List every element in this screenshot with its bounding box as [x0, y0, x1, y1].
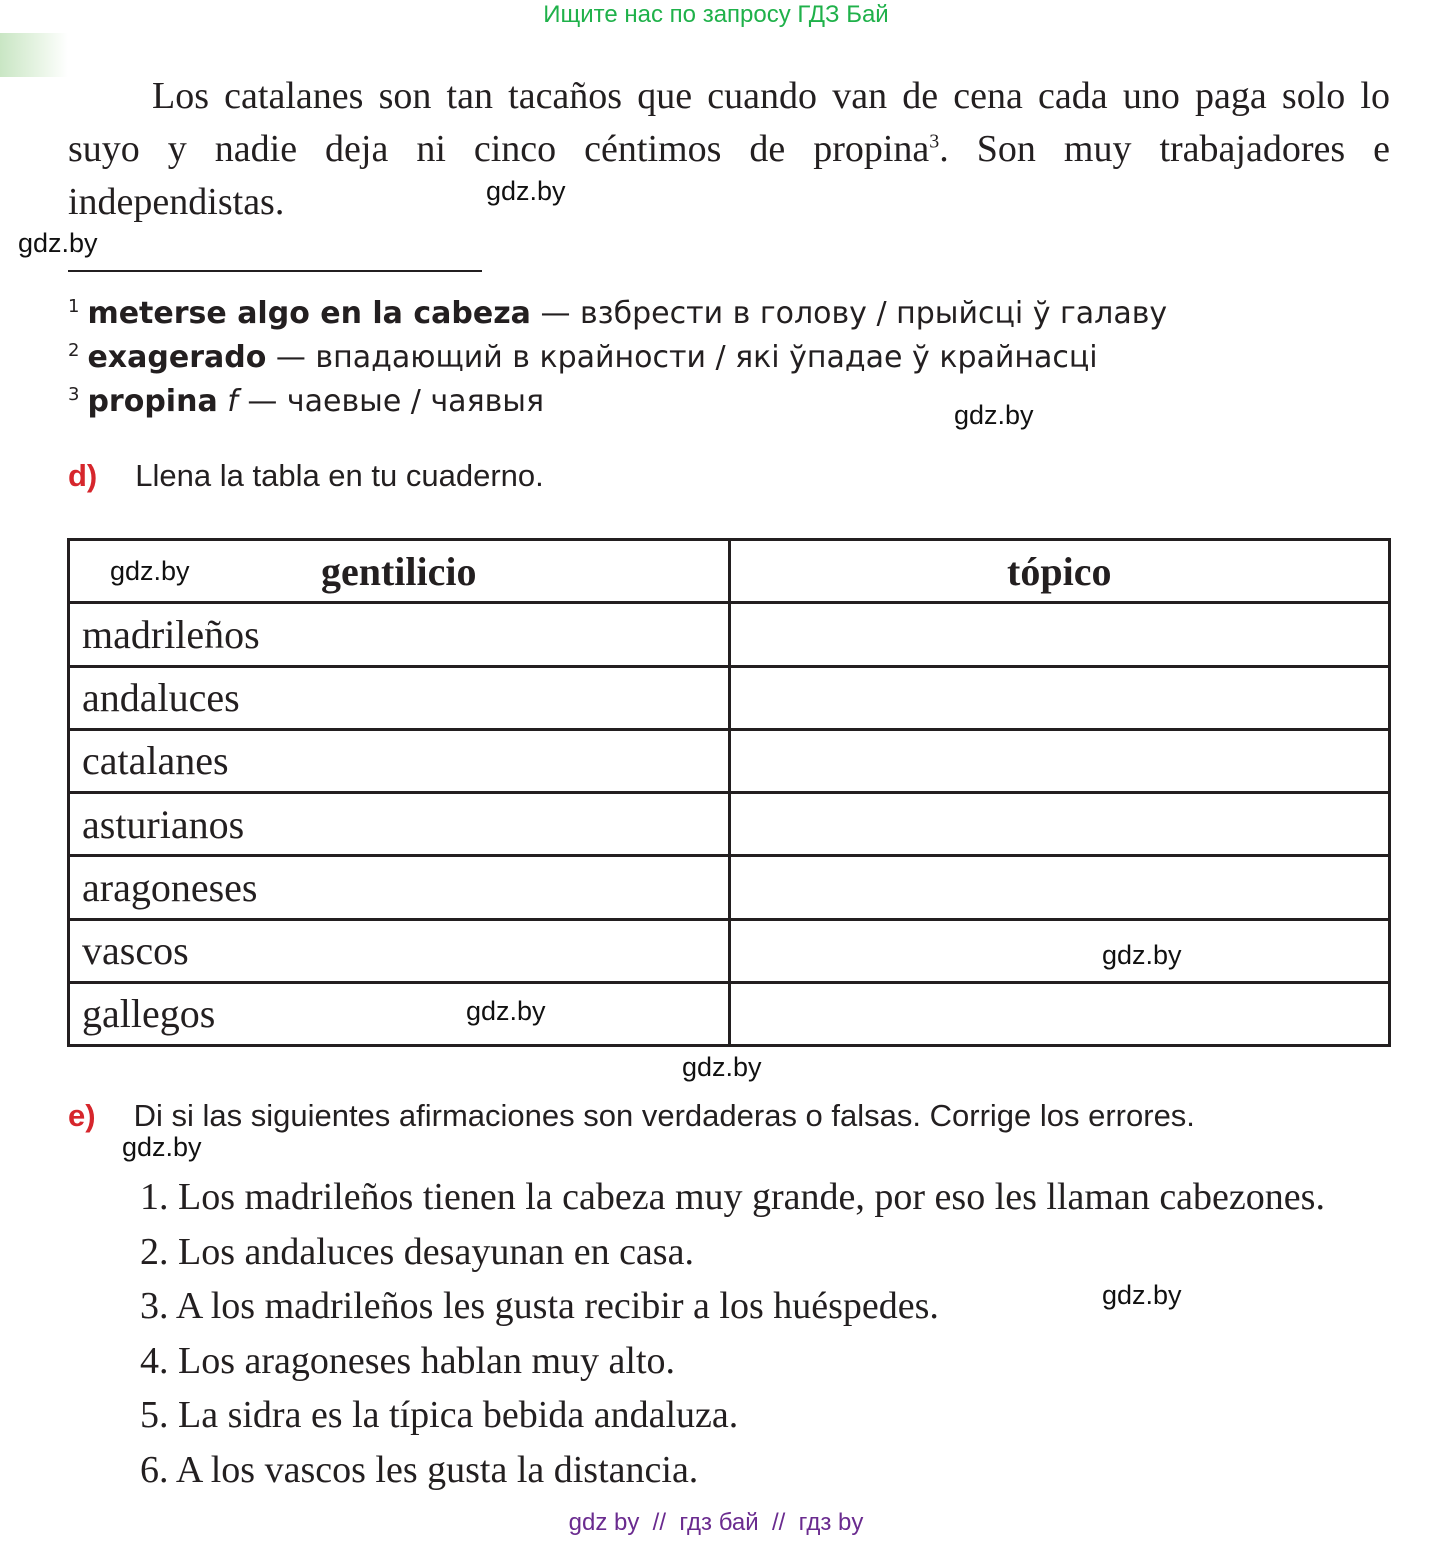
gentilicio-cell: aragoneses: [69, 856, 730, 919]
list-item: 4. Los aragoneses hablan muy alto.: [140, 1339, 676, 1382]
watermark: gdz.by: [682, 1052, 762, 1082]
topico-cell: [729, 793, 1390, 856]
watermark: gdz.by: [110, 556, 190, 586]
gentilicio-cell: andaluces: [69, 666, 730, 729]
gentilicio-cell: catalanes: [69, 729, 730, 792]
watermark: gdz.by: [466, 996, 546, 1026]
watermark: gdz.by: [122, 1132, 202, 1162]
watermark: gdz.by: [18, 228, 98, 258]
paragraph-text-2: . Son muy trabajadores e independistas.: [68, 128, 1390, 223]
table-row: [69, 793, 1390, 856]
top-banner[interactable]: Ищите нас по запросу ГДЗ Бай: [543, 1, 889, 28]
table-header-row: [69, 540, 1390, 603]
table-row: [69, 666, 1390, 729]
footnote-1: $^1$ meterse algo en la cabeza — взбрести в голову / прыйсці ў галаву: [68, 296, 1168, 331]
topico-cell: [729, 729, 1390, 792]
topico-cell: [729, 919, 1390, 982]
task-e: [68, 1096, 1195, 1136]
task-d: [68, 456, 544, 496]
footer-links[interactable]: gdz by // гдз бай // гдз by: [568, 1509, 864, 1536]
paragraph-text-1: Los catalanes son tan tacaños que cuando van de cena cada uno paga solo lo suyo y nadie deja ni cinco céntimos de propina: [68, 75, 1390, 170]
watermark: gdz.by: [486, 176, 566, 206]
task-e-text: Di si las siguientes afirmaciones son verdaderas o falsas. Corrige los errores.: [133, 1098, 1195, 1133]
table-row: [69, 856, 1390, 919]
table-row: [69, 982, 1390, 1045]
topico-cell: [729, 982, 1390, 1045]
task-d-text: Llena la tabla en tu cuaderno.: [135, 458, 544, 493]
topico-cell: [729, 856, 1390, 919]
topico-cell: [729, 666, 1390, 729]
topico-cell: [729, 603, 1390, 666]
task-e-letter: e): [68, 1098, 96, 1133]
list-item: 5. La sidra es la típica bebida andaluza.: [140, 1394, 739, 1436]
header-gentilicio: gentilicio: [69, 540, 730, 603]
list-item: 2. Los andaluces desayunan en casa.: [140, 1230, 694, 1273]
list-item: 1. Los madrileños tienen la cabeza muy grande, por eso les llaman cabezones.: [140, 1176, 1325, 1218]
table-row: [69, 603, 1390, 666]
watermark: gdz.by: [1102, 1280, 1182, 1310]
gentilicio-cell: asturianos: [69, 793, 730, 856]
statement-list: [140, 1170, 1410, 1497]
task-d-letter: d): [68, 458, 98, 493]
gentilicio-table: [67, 538, 1391, 1047]
header-topico: tópico: [729, 540, 1390, 603]
page-edge-tab: [0, 33, 68, 77]
watermark: gdz.by: [954, 400, 1034, 430]
footnote-divider: [68, 270, 482, 272]
table-row: [69, 729, 1390, 792]
gentilicio-cell: gallegos: [69, 982, 730, 1045]
list-item: 3. A los madrileños les gusta recibir a los huéspedes.: [140, 1285, 939, 1327]
list-item: 6. A los vascos les gusta la distancia.: [140, 1448, 699, 1491]
footnote-2: $^2$ exagerado — впадающий в крайности / які ўпадае ў крайнасці: [68, 340, 1098, 375]
gentilicio-cell: vascos: [69, 919, 730, 982]
table-row: [69, 919, 1390, 982]
gentilicio-cell: madrileños: [69, 603, 730, 666]
reading-paragraph: [68, 70, 1390, 229]
watermark: gdz.by: [1102, 940, 1182, 970]
footnote-ref-3: 3: [929, 130, 940, 153]
footnote-3: $^3$ propina f — чаевые / чаявыя: [68, 384, 545, 419]
